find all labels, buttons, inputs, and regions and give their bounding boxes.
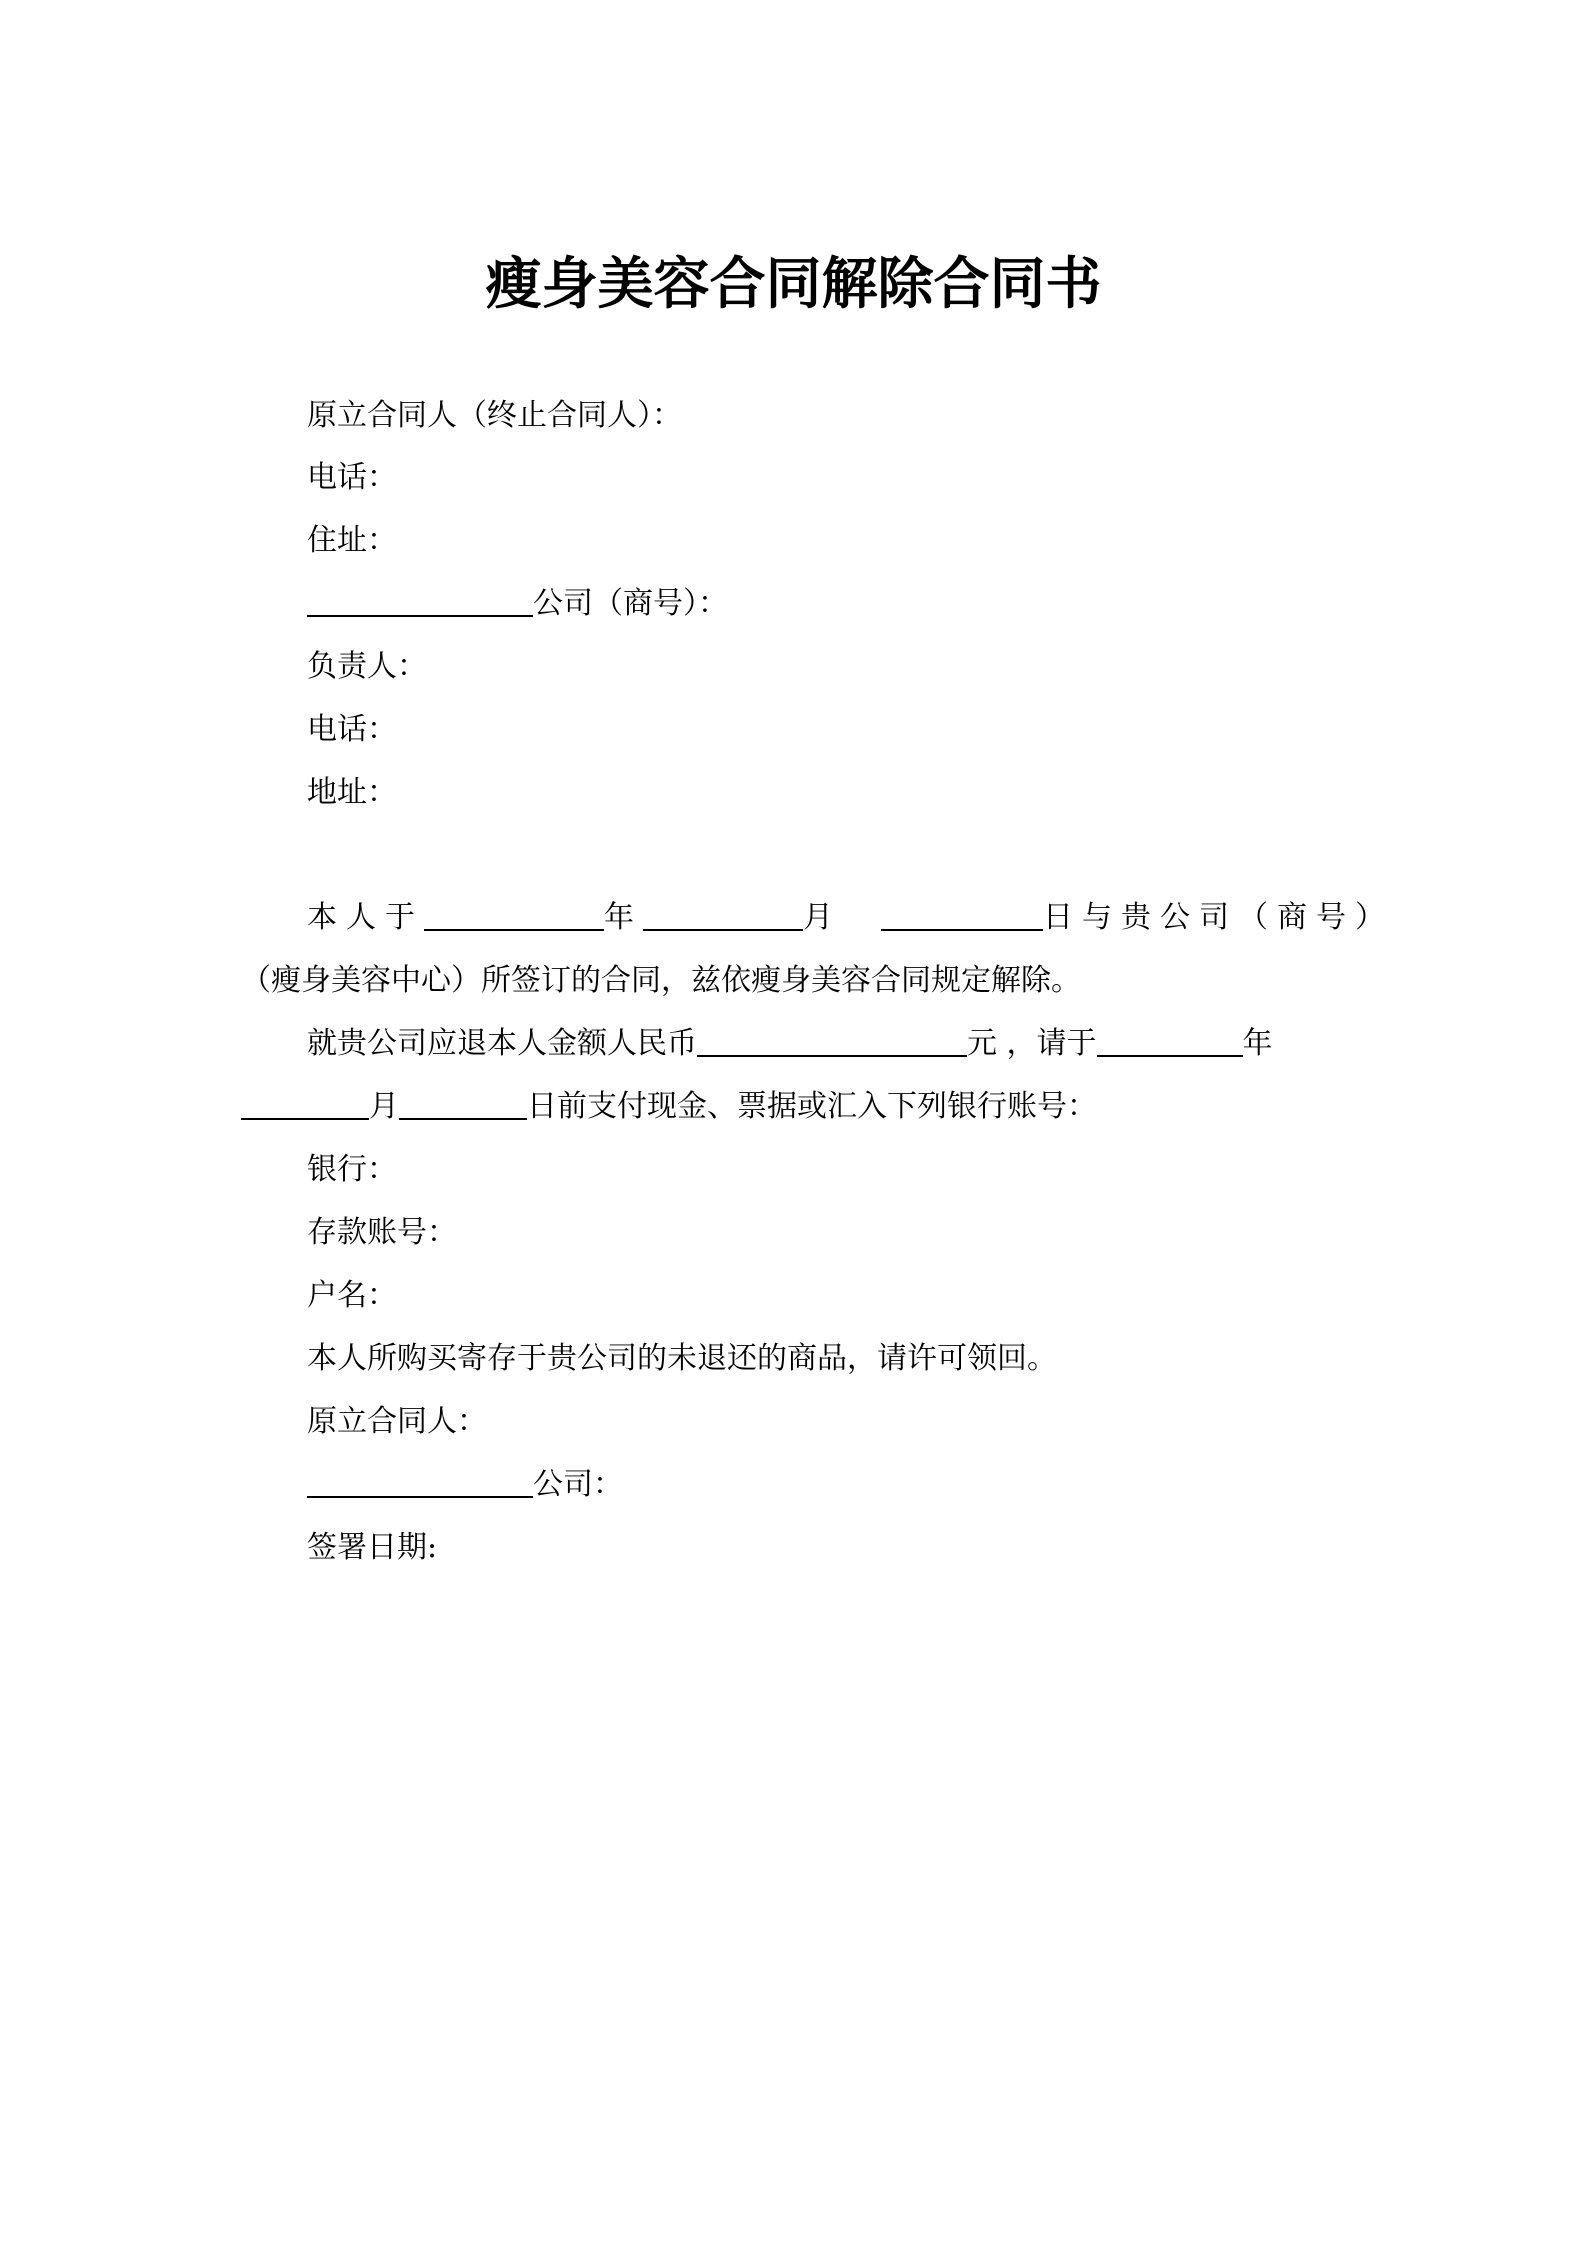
company-name-blank[interactable] <box>307 585 533 617</box>
signature-company-blank[interactable] <box>307 1466 533 1498</box>
bank-label: 银行： <box>307 1152 397 1187</box>
contract-month-blank[interactable] <box>643 899 803 931</box>
refund-day-blank[interactable] <box>399 1088 527 1120</box>
contract-prefix: 本人于 <box>307 900 424 935</box>
party-a-address-label: 住址： <box>307 523 397 558</box>
signature-party-label: 原立合同人： <box>307 1404 487 1439</box>
refund-year-blank[interactable] <box>1097 1025 1243 1057</box>
refund-line-2 <box>241 1087 1097 1127</box>
contract-day-suffix: 日与贵公司（商号） <box>1043 900 1394 935</box>
contract-date-line <box>307 898 1394 938</box>
refund-please-label: ，请于 <box>1006 1026 1097 1061</box>
account-label: 存款账号： <box>307 1215 457 1250</box>
document-title: 瘦身美容合同解除合同书 <box>485 251 1102 317</box>
refund-year-label: 年 <box>1242 1026 1273 1061</box>
original-party-label: 原立合同人（终止合同人）： <box>307 398 682 433</box>
contract-day-blank[interactable] <box>881 899 1043 931</box>
contract-year-label: 年 <box>604 900 643 935</box>
party-b-address-label: 地址： <box>307 775 397 810</box>
contract-year-blank[interactable] <box>424 899 604 931</box>
party-b-phone-label: 电话： <box>307 712 397 747</box>
contract-line-2: （瘦身美容中心）所签订的合同，兹依瘦身美容合同规定解除。 <box>241 963 1081 998</box>
company-suffix-label: 公司（商号）： <box>533 586 728 621</box>
refund-line-1 <box>307 1024 1273 1064</box>
account-holder-label: 户名： <box>307 1278 397 1313</box>
manager-label: 负责人： <box>307 649 427 684</box>
refund-prefix: 就贵公司应退本人金额人民币 <box>307 1026 697 1061</box>
signature-company-line <box>307 1465 623 1505</box>
signature-company-label: 公司： <box>533 1467 623 1502</box>
signing-date-label: 签署日期: <box>307 1530 438 1565</box>
refund-month-blank[interactable] <box>241 1088 369 1120</box>
goods-statement: 本人所购买寄存于贵公司的未退还的商品，请许可领回。 <box>307 1341 1057 1376</box>
refund-suffix: 日前支付现金、票据或汇入下列银行账号： <box>527 1089 1097 1124</box>
refund-amount-blank[interactable] <box>697 1025 967 1057</box>
refund-month-label: 月 <box>369 1089 399 1124</box>
company-line <box>307 584 728 624</box>
refund-yuan-label: 元 <box>967 1026 997 1061</box>
contract-month-label: 月 <box>803 900 842 935</box>
party-a-phone-label: 电话： <box>307 460 397 495</box>
